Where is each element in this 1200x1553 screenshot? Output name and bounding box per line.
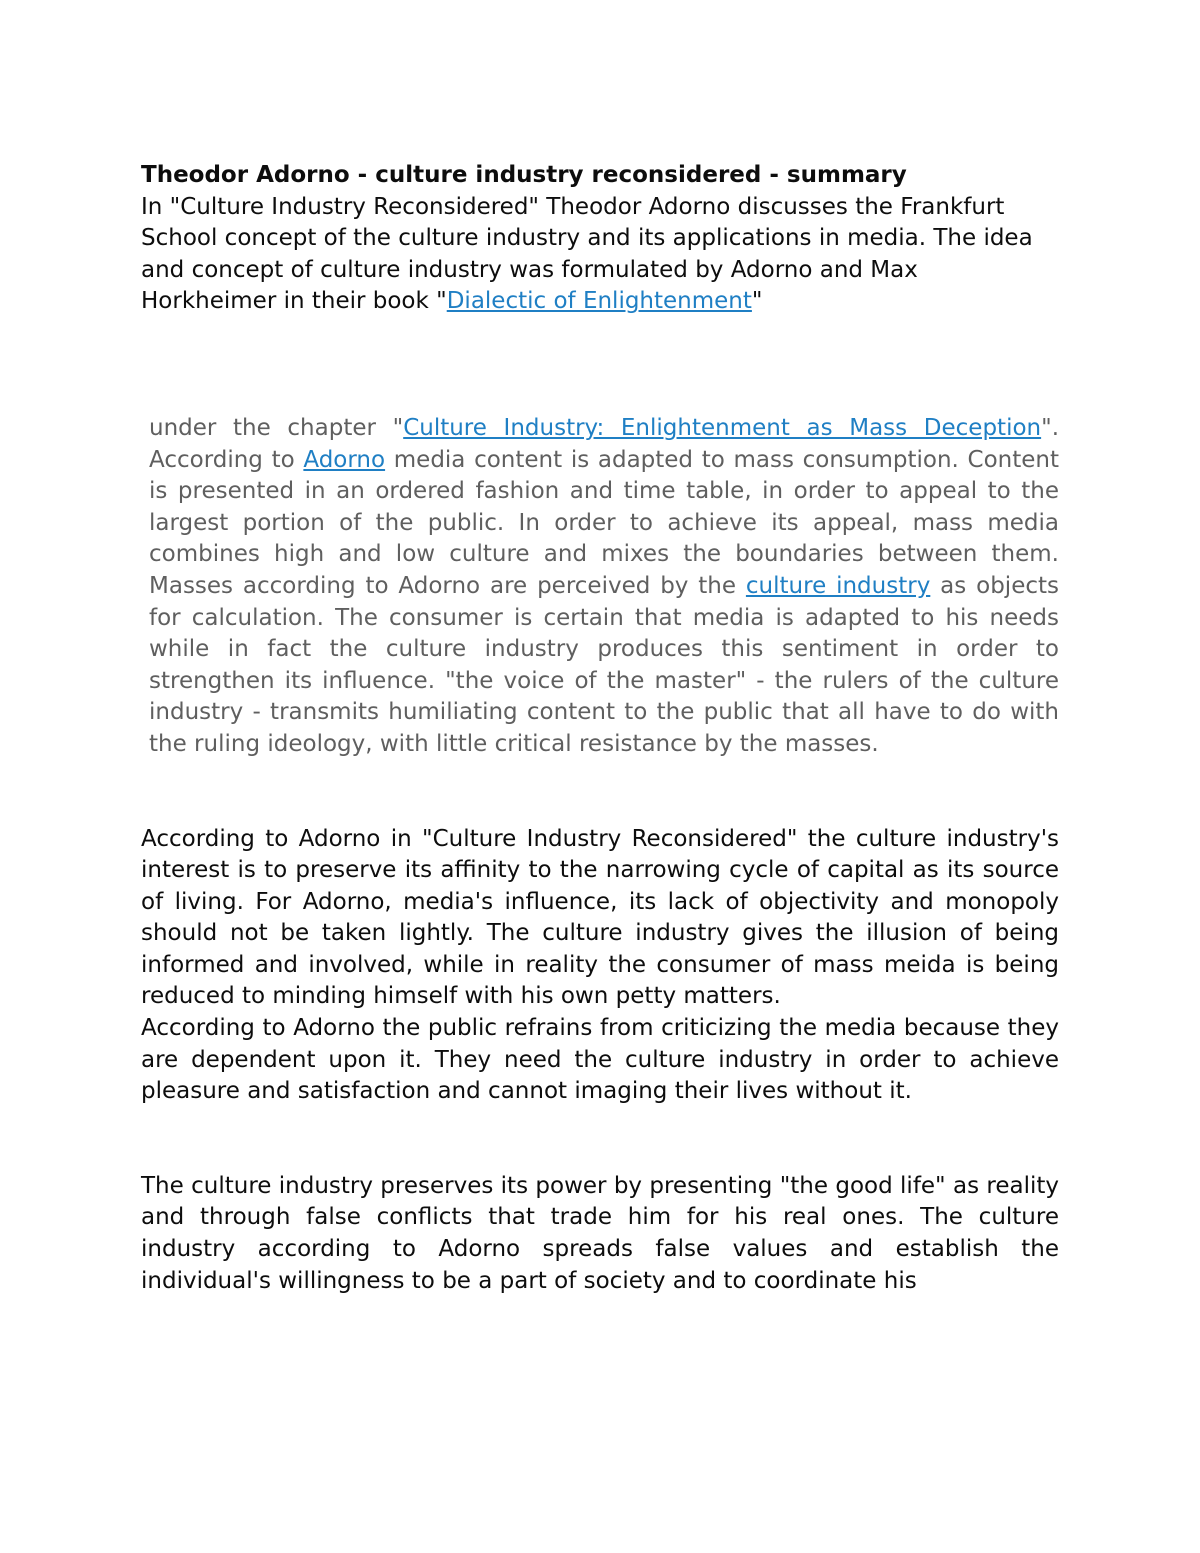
intro-text: In "Culture Industry Reconsidered" Theodor Adorno discusses the Frankfurt School concept of the culture industry and its applications in media. The idea and concept of culture industry was formulated by Adorno and Max Horkheimer in their book " xyxy=(141,193,1033,315)
paragraph-text: ". According to xyxy=(149,414,1059,473)
document-title: Theodor Adorno - culture industry reconsidered - summary xyxy=(141,162,907,188)
intro-text-end: " xyxy=(751,288,763,315)
adorno-link[interactable]: Adorno xyxy=(303,446,386,473)
spacer xyxy=(141,761,1059,824)
spacer xyxy=(141,1108,1059,1171)
paragraph-text: under the chapter " xyxy=(149,414,404,441)
public-refrains-paragraph: According to Adorno the public refrains from criticizing the media because they are dependent upon it. They need the culture industry in order to achieve pleasure and satisfaction and cannot imaging their lives without it. xyxy=(141,1015,1059,1105)
paragraph-text: media content is adapted to mass consumption. Content is presented in an ordered fashion and time table, in order to appeal to the largest portion of the public. In order to achieve its appeal, mass media combines high and low culture and mixes the boundaries between them. Masses according to Adorno are perceived by the xyxy=(149,446,1060,599)
culture-industry-link[interactable]: culture industry xyxy=(745,572,931,599)
spacer xyxy=(141,318,1059,413)
document-body xyxy=(141,160,1059,1297)
intro-paragraph xyxy=(141,192,1059,318)
good-life-paragraph: The culture industry preserves its power by presenting "the good life" as reality and through false conflicts that trade him for his real ones. The culture industry according to Adorno spreads false values and establish the individual's willingness to be a part of society and to coordinate his xyxy=(141,1172,1059,1294)
mass-deception-paragraph xyxy=(141,413,1059,761)
paragraph-text: as objects for calculation. The consumer is certain that media is adapted to his needs while in fact the culture industry produces this sentiment in order to strengthen its influence. "the voice of the master" - the rulers of the culture industry - transmits humiliating content to the public that all have to do with the ruling ideology, with little critical resistance by the masses. xyxy=(149,572,1059,757)
reconsidered-paragraph: According to Adorno in "Culture Industry Reconsidered" the culture industry's interest is to preserve its affinity to the narrowing cycle of capital as its source of living. For Adorno, media's influence, its lack of objectivity and monopoly should not be taken lightly. The culture industry gives the illusion of being informed and involved, while in reality the consumer of mass meida is being reduced to minding himself with his own petty matters. xyxy=(141,825,1059,1010)
dialectic-of-enlightenment-link[interactable]: Dialectic of Enlightenment xyxy=(446,288,752,315)
culture-industry-chapter-link[interactable]: Culture Industry: Enlightenment as Mass Deception xyxy=(403,414,1042,441)
